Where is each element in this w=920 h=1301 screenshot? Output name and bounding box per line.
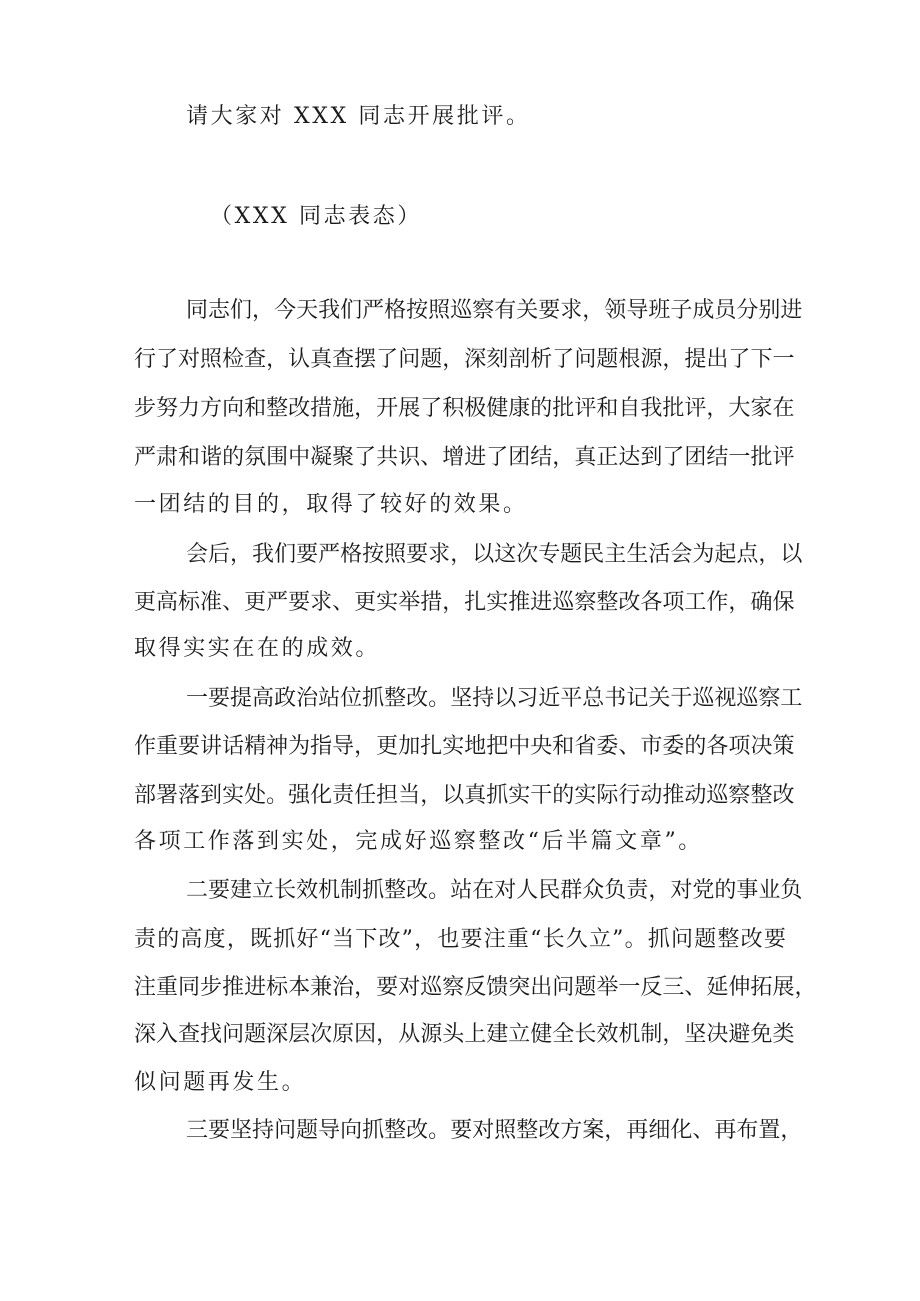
- paragraph-2-line-3: 取得实实在在的成效。: [134, 636, 381, 661]
- paragraph-1-line-1: 同 志 们 ， 今 天 我 们 严 格 按 照 巡 察 有 关 要 求 ， 领 导 班 子 成 员 分 别 进: [186, 298, 803, 323]
- paragraph-4-line-1: 二 要 建 立 长 效 机 制 抓 整 改 。 站 在 对 人 民 群 众 负 责 ， 对 党 的 事 业 负: [186, 878, 803, 903]
- paragraph-1-line-3: 步 努 力 方 向 和 整 改 措 施 ， 开 展 了 积 极 健 康 的 批 评 和 自 我 批 评 ， 大 家 在: [134, 396, 795, 421]
- paragraph-1-line-5: 一团结的目的，取得了较好的效果。: [134, 492, 528, 517]
- paragraph-2-line-2: 更 高 标 准 、 更 严 要 求 、 更 实 举 措 ， 扎 实 推 进 巡 察 整 改 各 项 工 作 ， 确 保: [134, 590, 795, 615]
- paragraph-4-line-2: 责 的 高 度 ， 既 抓 好 “ 当 下 改 ” ， 也 要 注 重 “ 长 久 立 ” 。 抓 问 题 整 改 要: [134, 927, 786, 952]
- paragraph-5-line-1: 三 要 坚 持 问 题 导 向 抓 整 改 。 要 对 照 整 改 方 案 ， 再 细 化 、 再 布 置 ，: [186, 1118, 803, 1143]
- paragraph-4-line-3: 注 重 同 步 推 进 标 本 兼 治 ， 要 对 巡 察 反 馈 突 出 问 题 举 一 反 三 、 延 伸 拓 展 ，: [134, 975, 817, 1000]
- paragraph-1-line-4: 严 肃 和 谐 的 氛 围 中 凝 聚 了 共 识 、 增 进 了 团 结 ， 真 正 达 到 了 团 结 一 批 评: [134, 445, 795, 470]
- intro-line: 请大家对 XXX 同志开展批评。: [186, 104, 531, 129]
- paragraph-3-line-2: 作 重 要 讲 话 精 神 为 指 导 ， 更 加 扎 实 地 把 中 央 和 省 委 、 市 委 的 各 项 决 策: [134, 734, 795, 759]
- paragraph-3-line-1: 一 要 提 高 政 治 站 位 抓 整 改 。 坚 持 以 习 近 平 总 书 记 关 于 巡 视 巡 察 工: [186, 686, 803, 711]
- paragraph-4-line-5: 似问题再发生。: [134, 1070, 307, 1095]
- paragraph-3-line-3: 部 署 落 到 实 处 。 强 化 责 任 担 当 ， 以 真 抓 实 干 的 实 际 行 动 推 动 巡 察 整 改: [134, 783, 795, 808]
- stage-direction: （XXX 同志表态）: [210, 204, 422, 229]
- paragraph-4-line-4: 深 入 查 找 问 题 深 层 次 原 因 ， 从 源 头 上 建 立 健 全 长 效 机 制 ， 坚 决 避 免 类: [134, 1022, 795, 1047]
- paragraph-2-line-1: 会 后 ， 我 们 要 严 格 按 照 要 求 ， 以 这 次 专 题 民 主 生 活 会 为 起 点 ， 以: [186, 542, 803, 567]
- paragraph-3-line-4: 各项工作落到实处，完成好巡察整改“后半篇文章”。: [134, 829, 703, 854]
- paragraph-1-line-2: 行 了 对 照 检 查 ， 认 真 查 摆 了 问 题 ， 深 刻 剖 析 了 问 题 根 源 ， 提 出 了 下 一: [134, 347, 795, 372]
